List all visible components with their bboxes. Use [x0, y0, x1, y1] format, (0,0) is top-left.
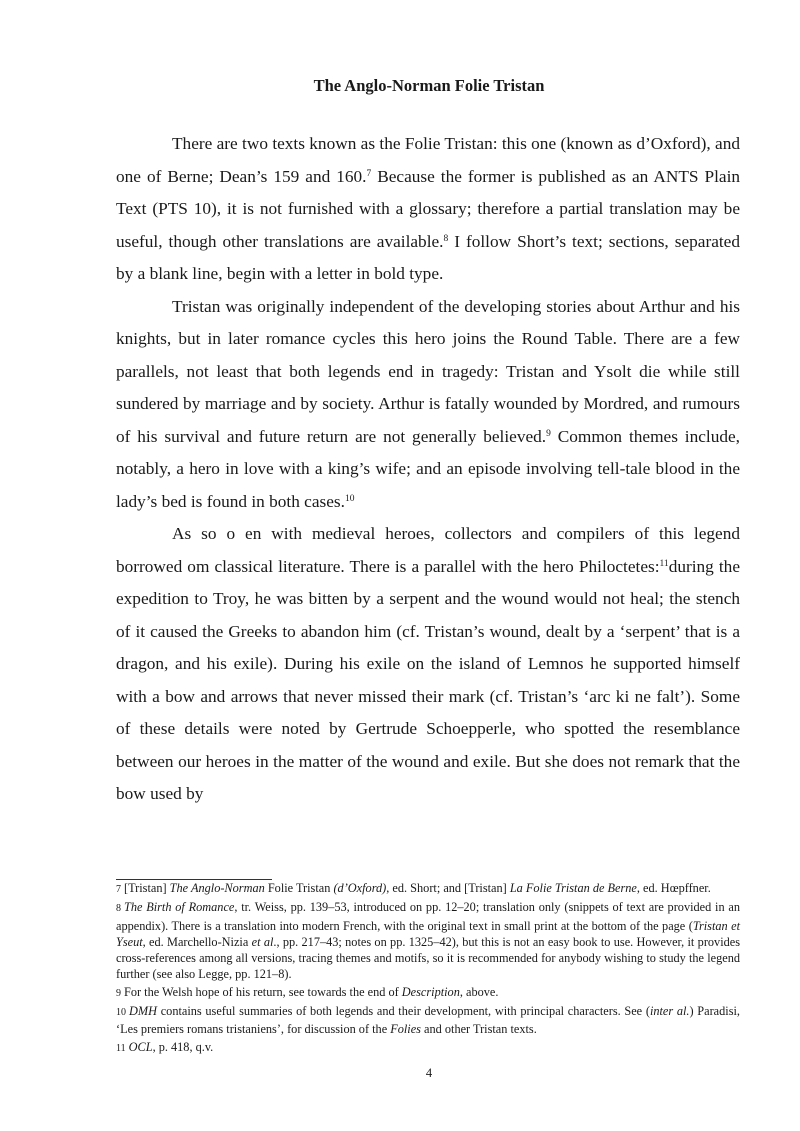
- footnote-text: , ed. Marchello-Nizia: [142, 934, 252, 949]
- footnote-ref-10[interactable]: 10: [344, 493, 355, 504]
- footnote-italic: The Anglo-Norman: [169, 881, 265, 895]
- footnote-number: 8: [116, 903, 121, 915]
- footnote-10: [116, 1003, 740, 1038]
- footnote-italic: Folies: [390, 1022, 421, 1037]
- footnote-text: contains useful summaries of both legends and their development, with principal characters. See (: [157, 1004, 650, 1019]
- footnote-italic: La Folie Tristan de Berne: [509, 881, 637, 895]
- paragraph-3-text-b: during the expedition to Troy, he was bitten by a serpent and the wound would not heal; the stench of it caused the Greeks to abandon him (cf. Tristan’s wound, dealt by a ‘serpent’ that is a dragon, and his exile). During his exile on the island of Lemnos he supported himself with a bow and arrows that never missed their mark (cf. Tristan’s ‘arc ki ne falt’). Some of these details were noted by Gertrude Schoepperle, who spotted the resemblance between our heroes in the matter of the wound and exile. But she does not remark that the bow used by: [116, 556, 740, 803]
- footnote-number: 11: [116, 1042, 126, 1054]
- footnote-text: For the Welsh hope of his return, see towards the end of: [124, 984, 402, 999]
- footnote-11: [116, 1039, 740, 1057]
- paragraph-2-text-b: Common themes include, notably, a hero in love with a king’s wife; and an episode involving tell-tale blood in the lady’s bed is found in both cases.: [116, 426, 740, 511]
- paragraph-1-text-b: Because the former is published as an ANTS Plain Text (PTS 10), it is not furnished with a glossary; therefore a partial translation may be useful, though other translations are available.: [116, 166, 741, 251]
- footnote-ref-9[interactable]: 9: [546, 428, 551, 439]
- footnote-italic: et al: [251, 934, 274, 949]
- footnote-text: ., pp. 217–43; notes on pp. 1325–42), but this is not an easy book to use. However, it provides cross-references among all versions, tracing themes and motifs, so it is recommended for anybody wishing to study the legend further (see also Legge, pp. 121–8).: [116, 934, 741, 982]
- footnote-text: Folie Tristan: [264, 881, 334, 895]
- page-number: 4: [425, 1066, 433, 1080]
- footnote-text: [Tristan]: [124, 881, 170, 895]
- footnote-ref-11[interactable]: 11: [659, 558, 669, 569]
- footnote-text: and other Tristan texts.: [420, 1022, 537, 1037]
- footnote-9: [116, 984, 740, 1002]
- paragraph-2-text-a: Tristan was originally independent of the developing stories about Arthur and his knights, but in later romance cycles this hero joins the Round Table. There are a few parallels, not least that both legends end in tragedy: Tristan and Ysolt die while still sundered by marriage and by society. Arthur is fatally wounded by Mordred, and rumours of his survival and future return are not generally believed.: [116, 296, 740, 446]
- footnote-8: [116, 899, 740, 982]
- paragraph-2: [116, 291, 740, 519]
- paragraph-1-text-a: There are two texts known as the Folie Tristan: this one (known as d’Oxford), and one of Berne; Dean’s 159 and 160.: [116, 134, 740, 186]
- footnote-7: [116, 880, 740, 898]
- footnote-italic: Description: [401, 984, 460, 999]
- footnote-text: , ed. Hœpffner.: [636, 881, 711, 895]
- footnote-text: , above.: [459, 984, 499, 999]
- footnote-italic: inter al.: [649, 1004, 690, 1019]
- footnote-italic: Tristan et Yseut: [116, 918, 740, 949]
- footnotes: [116, 880, 740, 1058]
- footnote-italic: DMH: [129, 1004, 158, 1019]
- paragraph-1: [116, 128, 740, 291]
- paragraph-3: [116, 518, 740, 811]
- page-title: The Anglo-Norman Folie Tristan: [313, 76, 545, 95]
- body-text: [116, 128, 740, 811]
- paragraph-3-text-a: As so o en with medieval heroes, collectors and compilers of this legend borrowed om classical literature. There is a parallel with the hero Philoctetes:: [116, 524, 740, 576]
- footnote-ref-7[interactable]: 7: [366, 168, 372, 179]
- footnote-text: ) Paradisi, ‘Les premiers romans tristaniens’, for discussion of the: [116, 1004, 740, 1037]
- footnote-italic: (d’Oxford): [333, 881, 387, 895]
- footnote-italic: The Birth of Romance: [124, 900, 235, 915]
- paragraph-1-text-c: I follow Short’s text; sections, separated by a blank line, begin with a letter in bold type.: [116, 231, 740, 283]
- footnote-ref-8[interactable]: 8: [443, 233, 449, 244]
- footnote-italic: OCL: [128, 1039, 153, 1054]
- footnote-number: 9: [116, 987, 121, 999]
- footnote-text: , ed. Short; and [Tristan]: [386, 881, 510, 895]
- footnote-number: 7: [116, 884, 121, 895]
- footnote-number: 10: [116, 1007, 126, 1019]
- footnote-text: , p. 418, q.v.: [152, 1039, 214, 1054]
- footnote-text: , tr. Weiss, pp. 139–53, introduced on pp. 12–20; translation only (snippets of text are provided in an appendix). There is a translation into modern French, with the original text in small print at the bottom of the page (: [116, 900, 740, 933]
